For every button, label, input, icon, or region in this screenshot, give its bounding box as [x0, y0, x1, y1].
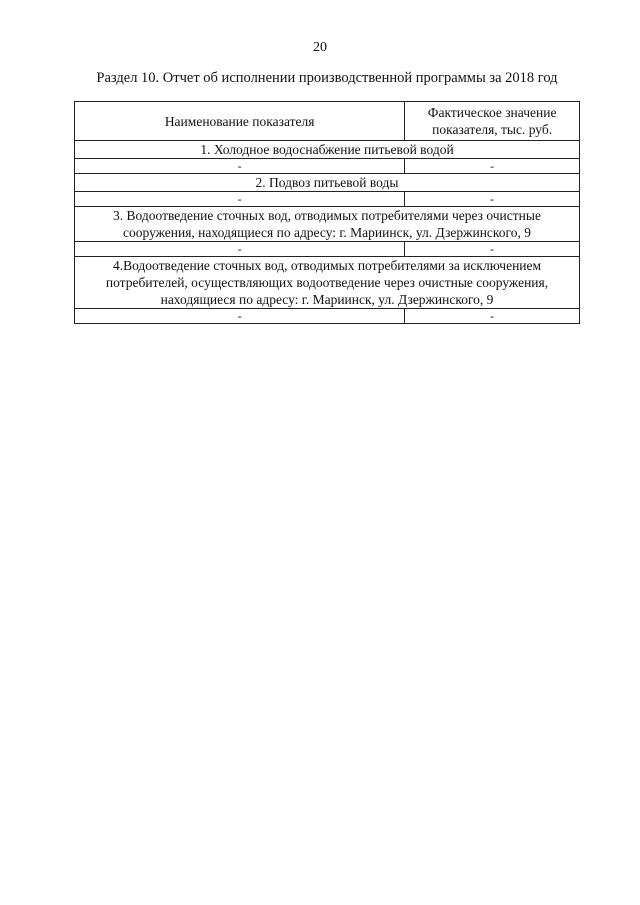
table-row	[75, 242, 580, 257]
section-heading: 1. Холодное водоснабжение питьевой водой	[75, 141, 580, 159]
section-title: Раздел 10. Отчет об исполнении производственной программы за 2018 год	[96, 70, 558, 86]
section-heading: 3. Водоотведение сточных вод, отводимых потребителями через очистные сооружения, находящиеся по адресу: г. Мариинск, ул. Дзержинского, 9	[75, 207, 580, 242]
report-table	[74, 101, 580, 324]
table-row	[75, 192, 580, 207]
section-heading: 2. Подвоз питьевой воды	[75, 174, 580, 192]
cell-indicator-name: -	[75, 309, 405, 324]
table-row	[75, 159, 580, 174]
section-heading-row	[75, 257, 580, 309]
cell-indicator-name: -	[75, 159, 405, 174]
section-heading-row	[75, 207, 580, 242]
section-heading: 4.Водоотведение сточных вод, отводимых потребителями за исключением потребителей, осуществляющих водоотведение через очистные сооружения, находящиеся по адресу: г. Мариинск, ул. Дзержинского, 9	[75, 257, 580, 309]
cell-actual-value: -	[405, 192, 580, 207]
table-row	[75, 309, 580, 324]
section-heading-row	[75, 141, 580, 159]
cell-actual-value: -	[405, 159, 580, 174]
cell-indicator-name: -	[75, 242, 405, 257]
cell-indicator-name: -	[75, 192, 405, 207]
cell-actual-value: -	[405, 242, 580, 257]
cell-actual-value: -	[405, 309, 580, 324]
table-header-row	[75, 102, 580, 141]
header-actual-value: Фактическое значение показателя, тыс. руб.	[405, 102, 580, 141]
section-heading-row	[75, 174, 580, 192]
header-indicator-name: Наименование показателя	[75, 102, 405, 141]
page-number: 20	[313, 40, 327, 55]
